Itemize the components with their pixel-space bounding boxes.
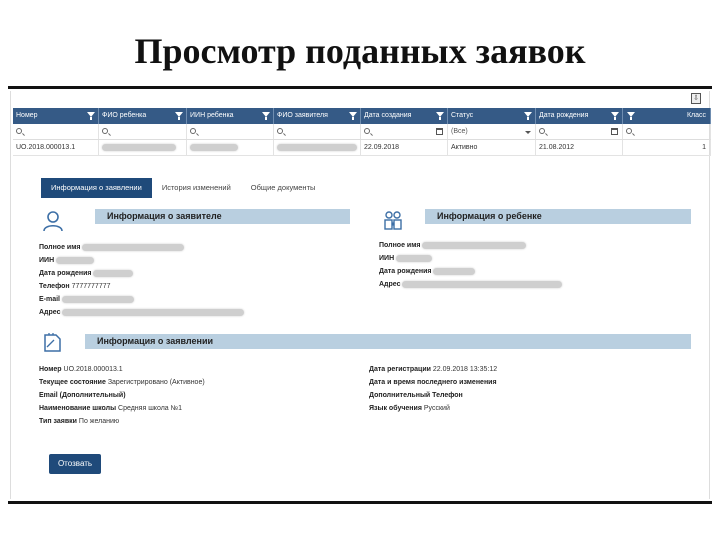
child-iin [379, 253, 432, 265]
column-header-birth-date[interactable] [536, 108, 623, 124]
child-birth-date [379, 266, 475, 278]
application-school [39, 403, 182, 415]
chevron-down-icon[interactable] [525, 131, 531, 134]
application-language [369, 403, 450, 415]
applicant-birth-date [39, 268, 133, 280]
tab-application-info[interactable]: Информация о заявлении [41, 178, 152, 198]
grid-filter-row [13, 124, 711, 140]
cell-number: UO.2018.000013.1 [13, 140, 99, 155]
cell-date-created: 22.09.2018 [361, 140, 448, 155]
field-label: Дата рождения [39, 270, 92, 277]
applicant-phone [39, 281, 111, 293]
redacted-text [277, 144, 357, 151]
table-row[interactable] [13, 140, 711, 156]
applicant-iin [39, 255, 94, 267]
column-header-status[interactable] [448, 108, 536, 124]
field-value: UO.2018.000013.1 [63, 366, 123, 373]
column-header-child-iin[interactable] [187, 108, 274, 124]
column-label: ФИО ребенка [102, 112, 147, 119]
column-header-date-created[interactable] [361, 108, 448, 124]
status-filter-value: (Все) [451, 128, 468, 135]
field-label: Дата и время последнего изменения [369, 379, 497, 386]
search-icon [16, 128, 22, 134]
field-label: Дата рождения [379, 268, 432, 275]
app-frame [8, 86, 712, 504]
application-number [39, 364, 123, 376]
filter-cell-child-iin[interactable] [187, 124, 274, 139]
redacted-text [402, 281, 562, 288]
column-label: Класс [686, 112, 706, 119]
application-state [39, 377, 205, 389]
field-value: Средняя школа №1 [118, 405, 183, 412]
cell-child-iin [187, 140, 274, 155]
column-header-grade[interactable] [623, 108, 711, 124]
grid-header [13, 108, 711, 124]
applicant-email [39, 294, 134, 306]
field-value: Русский [423, 405, 450, 412]
child-full-name [379, 240, 526, 252]
search-icon [102, 128, 108, 134]
detail-tabs [41, 178, 325, 198]
field-label: Адрес [379, 281, 401, 288]
cell-grade: 1 [623, 140, 711, 155]
field-label: Дата регистрации [369, 366, 431, 373]
filter-cell-date-created[interactable] [361, 124, 448, 139]
field-label: Дополнительный Телефон [369, 392, 463, 399]
filter-icon[interactable] [262, 112, 270, 117]
filter-cell-child-name[interactable] [99, 124, 187, 139]
filter-select-status[interactable] [448, 124, 536, 139]
filter-icon[interactable] [87, 112, 95, 117]
field-label: Номер [39, 366, 62, 373]
field-label: Адрес [39, 309, 61, 316]
field-value: Зарегистрировано (Активное) [107, 379, 205, 386]
redacted-text [396, 255, 432, 262]
field-label: Текущее состояние [39, 379, 106, 386]
redacted-text [190, 144, 238, 151]
field-label: Тип заявки [39, 418, 77, 425]
applicant-full-name [39, 242, 184, 254]
application-email [39, 390, 126, 402]
field-label: Телефон [39, 283, 70, 290]
section-application-title: Информация о заявлении [85, 334, 691, 349]
redacted-text [93, 270, 133, 277]
document-icon [41, 332, 63, 354]
redacted-text [82, 244, 184, 251]
filter-cell-birth-date[interactable] [536, 124, 623, 139]
filter-icon[interactable] [524, 112, 532, 117]
redacted-text [422, 242, 526, 249]
field-label: Язык обучения [369, 405, 422, 412]
filter-icon[interactable] [436, 112, 444, 117]
field-label: E-mail [39, 296, 61, 303]
application-last-change [369, 377, 497, 389]
cell-birth-date: 21.08.2012 [536, 140, 623, 155]
application-type [39, 416, 119, 428]
section-child-title: Информация о ребенке [425, 209, 691, 224]
column-label: Статус [451, 112, 474, 119]
field-label: Полное имя [379, 242, 421, 249]
field-value: 22.09.2018 13:35:12 [432, 366, 498, 373]
section-applicant-title: Информация о заявителе [95, 209, 350, 224]
filter-icon[interactable] [627, 112, 635, 117]
search-icon [364, 128, 370, 134]
slide-title: Просмотр поданных заявок [134, 31, 586, 71]
application-extra-phone [369, 390, 463, 402]
search-icon [539, 128, 545, 134]
filter-cell-grade[interactable] [623, 124, 711, 139]
column-label: Дата рождения [539, 112, 589, 119]
redacted-text [433, 268, 475, 275]
cell-child-name [99, 140, 187, 155]
tab-change-history[interactable]: История изменений [161, 183, 231, 192]
search-icon [190, 128, 196, 134]
field-label: ИИН [379, 255, 395, 262]
redacted-text [62, 296, 134, 303]
field-value: По желанию [78, 418, 120, 425]
family-icon [381, 209, 405, 233]
redacted-text [56, 257, 94, 264]
cell-applicant-name [274, 140, 361, 155]
column-label: Номер [16, 112, 38, 119]
redacted-text [102, 144, 176, 151]
column-label: ФИО заявителя [277, 112, 328, 119]
redacted-text [62, 309, 244, 316]
filter-cell-applicant-name[interactable] [274, 124, 361, 139]
application-reg-date [369, 364, 497, 376]
applicant-address [39, 307, 244, 319]
filter-icon[interactable] [349, 112, 357, 117]
column-header-applicant-name[interactable] [274, 108, 361, 124]
field-value: 7777777777 [71, 283, 111, 290]
field-label: Наименование школы [39, 405, 117, 412]
column-header-child-name[interactable] [99, 108, 187, 124]
user-icon [41, 209, 65, 233]
export-icon[interactable]: ⇩ [691, 93, 701, 104]
filter-cell-number[interactable] [13, 124, 99, 139]
cell-status: Активно [448, 140, 536, 155]
calendar-icon[interactable] [436, 128, 443, 135]
filter-icon[interactable] [611, 112, 619, 117]
withdraw-button[interactable]: Отозвать [49, 454, 101, 474]
column-label: ИИН ребенка [190, 112, 234, 119]
field-label: Email (Дополнительный) [39, 392, 126, 399]
calendar-icon[interactable] [611, 128, 618, 135]
applications-grid [13, 108, 711, 156]
app-window [10, 91, 710, 499]
search-icon [277, 128, 283, 134]
column-label: Дата создания [364, 112, 412, 119]
child-address [379, 279, 562, 291]
field-label: ИИН [39, 257, 55, 264]
filter-icon[interactable] [175, 112, 183, 117]
field-label: Полное имя [39, 244, 81, 251]
tab-common-documents[interactable]: Общие документы [250, 183, 316, 192]
search-icon [626, 128, 632, 134]
column-header-number[interactable] [13, 108, 99, 124]
